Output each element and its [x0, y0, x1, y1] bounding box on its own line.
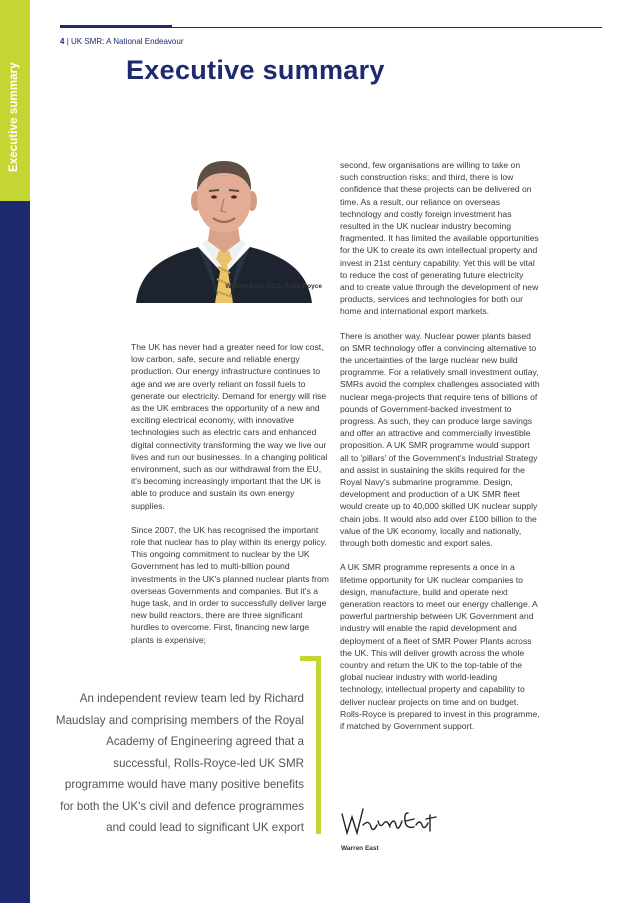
body-paragraph: second, few organisations are willing to take on such construction risks; and third, there is low confidence that these projects can be delivered on time. As a result, our reliance on overseas technology and costly foreign investment has resulted in the UK nuclear industry becoming fragmented. It has limited the available opportunities for the UK to create its own intellectual property and invest in 21st century capability. Yet this will be vital to reduce the cost of generating future electricity and to create value through the development of new products, services and technologies for both our home and international export markets.	[340, 160, 539, 317]
sidebar-accent-navy	[0, 201, 30, 903]
ceo-portrait	[126, 157, 322, 303]
body-paragraph: There is another way. Nuclear power plants based on SMR technology offer a convincing alternative to the uncertainties of the large nuclear new build programme. For a relatively small investment outlay, SMRs avoid the complex challenges associated with nuclear mega-projects that require tens of billions of pounds of Government-backed investment to progress. As such, they can produce large savings and offer an attractive and commercially investible proposition. A UK SMR programme would support all to 'pillars' of the Government's Industrial Strategy and assist in sustaining the skills required for the Royal Navy's submarine programme. Design, development and production of a UK SMR fleet would create up to 40,000 skilled UK nuclear supply chain jobs. It would also add over £100 billion to the value of the UK economy, locally and nationally, through both domestic and export sales.	[340, 330, 540, 549]
page-title: Executive summary	[126, 55, 385, 85]
body-column-left	[131, 341, 329, 658]
header-rule-bold	[60, 25, 172, 28]
header-rule	[172, 27, 602, 28]
body-column-right	[340, 159, 540, 744]
sidebar-section-label: Executive summary	[8, 62, 20, 172]
running-title: | UK SMR: A National Endeavour	[66, 37, 184, 46]
page-number: 4	[60, 37, 65, 46]
body-paragraph: A UK SMR programme represents a once in a lifetime opportunity for UK nuclear companies to design, manufacture, build and operate next generation reactors to meet our energy challenge. A powerful partnership between UK Government and industry will enable the rapid development and deployment of a fleet of SMR Power Plants across the UK. This will deliver growth across the whole country and return the UK to the top-table of the global nuclear industry with world-leading technology, intellectual property and capability to deliver nuclear projects on time and on budget. Rolls-Royce is prepared to invest in this programme, if matched by Government support.	[340, 562, 540, 731]
body-paragraph: Since 2007, the UK has recognised the important role that nuclear has to play within its energy policy. This ongoing commitment to nuclear by the UK Government has led to multi-billion pound investments in the UK's planned nuclear plants from overseas Governments and companies. But it's a huge task, and in order to successfully deliver large new build reactors, there are three significant hurdles to overcome. First, financing new large plants is expensive;	[131, 524, 329, 645]
photo-caption: Warren East, CEO, Rolls-Royce	[225, 283, 322, 290]
pull-quote: An independent review team led by Richard Maudslay and comprising members of the Royal Academy of Engineering agreed that a successful, Rolls-Royce-led UK SMR programme would have many positive benefits for both the UK's civil and defence programmes and could lead to significant UK export	[55, 692, 304, 834]
running-header	[60, 37, 184, 46]
signature-name: Warren East	[341, 845, 379, 852]
body-paragraph: The UK has never had a greater need for low cost, low carbon, safe, secure and reliable energy production. Our energy infrastructure continues to age and we are overly reliant on fossil fuels to generate our electricity. Demand for energy will rise as the UK embraces the opportunity of a new and exciting electrical economy, with innovative technologies such as electric cars and enhanced digital connectivity transforming the way we live our lives and run our businesses. In a changing political environment, such as our withdrawal from the EU, it's becoming increasingly important that the UK is able to produce and sustain its own energy supplies.	[131, 342, 328, 511]
pull-quote-bracket	[316, 656, 321, 834]
handwritten-signature	[338, 800, 446, 842]
portrait-illustration	[126, 157, 322, 303]
